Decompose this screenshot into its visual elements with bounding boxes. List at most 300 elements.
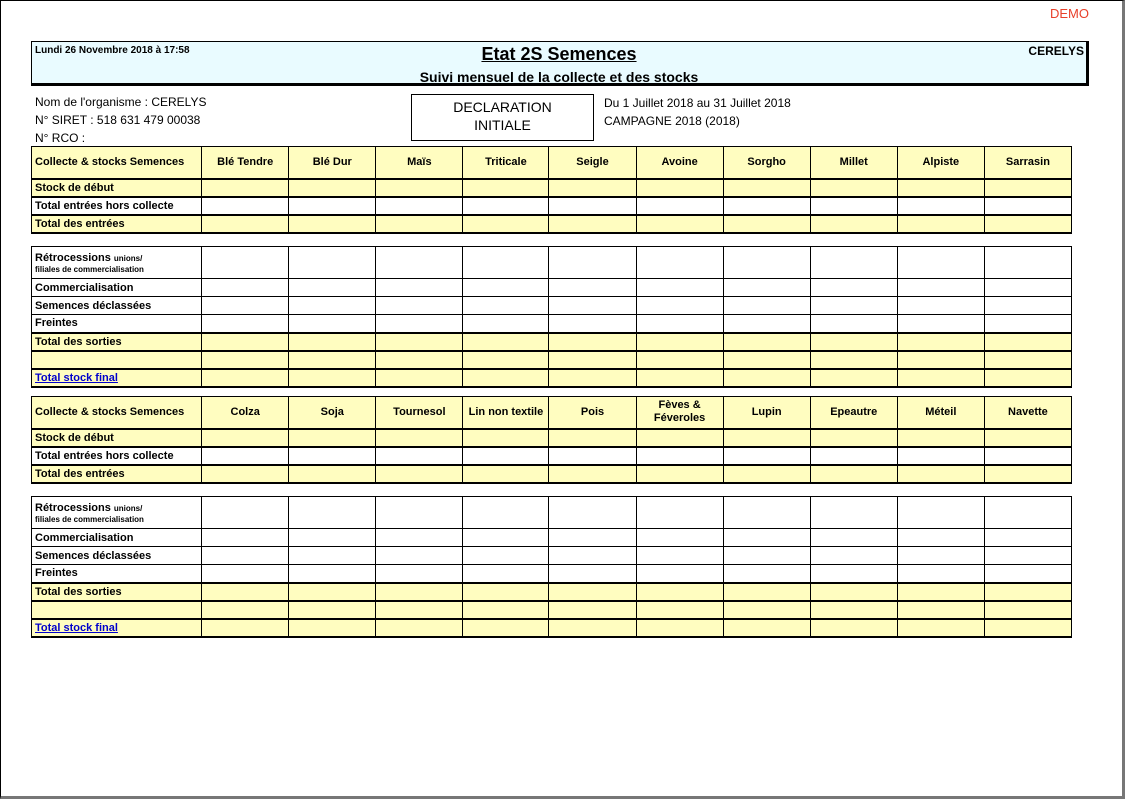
table-cell bbox=[202, 315, 289, 333]
table-cell bbox=[810, 215, 897, 233]
table-cell bbox=[636, 351, 723, 369]
table-cell bbox=[723, 601, 810, 619]
table-cell bbox=[202, 601, 289, 619]
table-cell bbox=[636, 565, 723, 583]
table-cell bbox=[202, 215, 289, 233]
table-cell bbox=[984, 279, 1071, 297]
table-cell bbox=[810, 547, 897, 565]
row-entrees-hors-collecte bbox=[32, 447, 1072, 465]
table-cell bbox=[897, 197, 984, 215]
table-cell bbox=[897, 497, 984, 529]
row-total-sorties bbox=[32, 333, 1072, 351]
table-cell bbox=[636, 197, 723, 215]
table-cell bbox=[202, 297, 289, 315]
table-cell bbox=[984, 369, 1071, 387]
row-total-stock-final bbox=[32, 619, 1072, 637]
table-cell bbox=[636, 315, 723, 333]
retro-main-label: Rétrocessions bbox=[35, 251, 114, 264]
table-cell bbox=[289, 619, 376, 637]
table-cell bbox=[636, 279, 723, 297]
row-commercialisation-text: Commercialisation bbox=[35, 281, 134, 294]
table-cell bbox=[549, 529, 636, 547]
row-commercialisation-label bbox=[32, 279, 202, 297]
row-blank bbox=[32, 351, 1072, 369]
table-cell bbox=[376, 465, 463, 483]
row-stock-debut bbox=[32, 179, 1072, 197]
table-cell bbox=[723, 333, 810, 351]
table-cell bbox=[463, 333, 549, 351]
header-row-text: Collecte & stocks Semences bbox=[35, 156, 185, 169]
table-cell bbox=[897, 351, 984, 369]
table-cell bbox=[463, 565, 549, 583]
row-stock-debut bbox=[32, 429, 1072, 447]
crop-header: Millet bbox=[810, 147, 897, 179]
row-blank-label bbox=[32, 601, 202, 619]
table-cell bbox=[463, 547, 549, 565]
table-cell bbox=[202, 465, 289, 483]
table-cell bbox=[723, 315, 810, 333]
table-cell bbox=[376, 565, 463, 583]
table-cell bbox=[463, 279, 549, 297]
row-entrees-hors-collecte-label bbox=[32, 197, 202, 215]
row-total-stock-final-text[interactable]: Total stock final bbox=[35, 371, 118, 384]
table-cell bbox=[636, 619, 723, 637]
row-total-entrees bbox=[32, 465, 1072, 483]
table-cell bbox=[984, 197, 1071, 215]
row-total-entrees-label bbox=[32, 465, 202, 483]
spacer-cell bbox=[32, 233, 1072, 247]
table-cell bbox=[463, 215, 549, 233]
retro-main-label: Rétrocessions bbox=[35, 501, 114, 514]
table-cell bbox=[463, 619, 549, 637]
row-total-sorties-text: Total des sorties bbox=[35, 335, 122, 348]
table-cell bbox=[376, 179, 463, 197]
siret-number: N° SIRET : 518 631 479 00038 bbox=[35, 113, 201, 127]
table-cell bbox=[202, 583, 289, 601]
crop-header: Lupin bbox=[723, 397, 810, 429]
table-cell bbox=[376, 429, 463, 447]
table-cell bbox=[723, 465, 810, 483]
table-cell bbox=[897, 547, 984, 565]
row-retrocessions bbox=[32, 247, 1072, 279]
row-commercialisation-label bbox=[32, 529, 202, 547]
table-cell bbox=[376, 447, 463, 465]
table-cell bbox=[810, 351, 897, 369]
table-cell bbox=[897, 369, 984, 387]
table-cell bbox=[376, 369, 463, 387]
table-cell bbox=[376, 279, 463, 297]
table-cell bbox=[723, 619, 810, 637]
row-total-entrees bbox=[32, 215, 1072, 233]
declaration-line1: DECLARATION bbox=[453, 99, 552, 115]
table-cell bbox=[723, 369, 810, 387]
table-cell bbox=[810, 619, 897, 637]
table-cell bbox=[376, 215, 463, 233]
row-semences-declassees-label bbox=[32, 297, 202, 315]
declaration-box bbox=[411, 94, 594, 141]
table-cell bbox=[289, 497, 376, 529]
table-cell bbox=[897, 465, 984, 483]
row-total-sorties-label bbox=[32, 333, 202, 351]
table-cell bbox=[723, 583, 810, 601]
table-cell bbox=[549, 351, 636, 369]
table-cell bbox=[897, 315, 984, 333]
retro-small-label1: unions/ bbox=[113, 253, 143, 263]
table-cell bbox=[289, 197, 376, 215]
table-cell bbox=[636, 497, 723, 529]
table-cell bbox=[289, 215, 376, 233]
row-retrocessions-label bbox=[32, 497, 202, 529]
table-cell bbox=[463, 315, 549, 333]
table-cell bbox=[376, 351, 463, 369]
table-cell bbox=[636, 179, 723, 197]
table-cell bbox=[463, 369, 549, 387]
table-cell bbox=[549, 547, 636, 565]
table-cell bbox=[376, 619, 463, 637]
row-blank bbox=[32, 601, 1072, 619]
row-freintes-text: Freintes bbox=[35, 317, 78, 330]
table-cell bbox=[202, 429, 289, 447]
row-entrees-hors-collecte-text: Total entrées hors collecte bbox=[35, 199, 174, 212]
row-entrees-hors-collecte-label bbox=[32, 447, 202, 465]
table-cell bbox=[549, 215, 636, 233]
crop-header: Colza bbox=[202, 397, 289, 429]
table-cell bbox=[810, 279, 897, 297]
table-cell bbox=[810, 565, 897, 583]
table-cell bbox=[289, 429, 376, 447]
table-cell bbox=[549, 197, 636, 215]
table-cell bbox=[202, 529, 289, 547]
crop-header: Lin non textile bbox=[463, 397, 549, 429]
table-cell bbox=[549, 247, 636, 279]
table-cell bbox=[289, 529, 376, 547]
table-cell bbox=[897, 529, 984, 547]
table-cell bbox=[984, 215, 1071, 233]
table-cell bbox=[376, 601, 463, 619]
retro-small-label2: filiales de commercialisation bbox=[35, 514, 144, 524]
table-cell bbox=[549, 565, 636, 583]
crop-header: Avoine bbox=[636, 147, 723, 179]
table-cell bbox=[376, 297, 463, 315]
table-cell bbox=[376, 497, 463, 529]
table-cell bbox=[549, 447, 636, 465]
table-cell bbox=[549, 583, 636, 601]
table-cell bbox=[810, 197, 897, 215]
crop-header: Maïs bbox=[376, 147, 463, 179]
table-cell bbox=[984, 619, 1071, 637]
row-blank-label bbox=[32, 351, 202, 369]
table-cell bbox=[810, 429, 897, 447]
table-cell bbox=[810, 333, 897, 351]
row-freintes-text: Freintes bbox=[35, 567, 78, 580]
table-cell bbox=[463, 529, 549, 547]
crop-header: Epeautre bbox=[810, 397, 897, 429]
row-total-sorties bbox=[32, 583, 1072, 601]
crop-header: Triticale bbox=[463, 147, 549, 179]
table-cell bbox=[463, 247, 549, 279]
table-cell bbox=[984, 429, 1071, 447]
table-cell bbox=[810, 583, 897, 601]
row-stock-debut-label bbox=[32, 179, 202, 197]
table-cell bbox=[463, 447, 549, 465]
table-cell bbox=[289, 465, 376, 483]
report-date: Lundi 26 Novembre 2018 à 17:58 bbox=[35, 45, 190, 56]
table-cell bbox=[289, 601, 376, 619]
header-row-text: Collecte & stocks Semences bbox=[35, 406, 185, 419]
table-cell bbox=[636, 447, 723, 465]
table-cell bbox=[463, 497, 549, 529]
table-cell bbox=[549, 279, 636, 297]
row-semences-declassees-label bbox=[32, 547, 202, 565]
table-cell bbox=[202, 351, 289, 369]
row-freintes bbox=[32, 315, 1072, 333]
spacer-row bbox=[32, 233, 1072, 247]
table-cell bbox=[202, 447, 289, 465]
table-cell bbox=[376, 247, 463, 279]
table-cell bbox=[289, 179, 376, 197]
crop-header: Sorgho bbox=[723, 147, 810, 179]
crop-header: Sarrasin bbox=[984, 147, 1071, 179]
row-commercialisation bbox=[32, 529, 1072, 547]
declaration-line2: INITIALE bbox=[474, 117, 531, 133]
row-freintes-label bbox=[32, 565, 202, 583]
table-cell bbox=[463, 197, 549, 215]
table-cell bbox=[723, 279, 810, 297]
table-cell bbox=[723, 247, 810, 279]
table-cell bbox=[984, 247, 1071, 279]
table-cell bbox=[549, 619, 636, 637]
retro-small-label2: filiales de commercialisation bbox=[35, 264, 144, 274]
crop-header: Fèves & Féveroles bbox=[636, 397, 723, 429]
row-stock-debut-label bbox=[32, 429, 202, 447]
table-cell bbox=[810, 465, 897, 483]
table-cell bbox=[636, 215, 723, 233]
table-cell bbox=[289, 333, 376, 351]
table-cell bbox=[376, 197, 463, 215]
table-cell bbox=[897, 247, 984, 279]
row-stock-debut-text: Stock de début bbox=[35, 431, 114, 444]
table-cell bbox=[984, 447, 1071, 465]
table-cell bbox=[984, 179, 1071, 197]
row-retrocessions-label bbox=[32, 247, 202, 279]
report-header bbox=[31, 41, 1089, 86]
table-cell bbox=[636, 529, 723, 547]
table-cell bbox=[984, 497, 1071, 529]
table-cell bbox=[636, 429, 723, 447]
row-total-stock-final-label[interactable] bbox=[32, 619, 202, 637]
table-cell bbox=[984, 565, 1071, 583]
table-cell bbox=[463, 179, 549, 197]
table-cell bbox=[984, 601, 1071, 619]
table-cell bbox=[984, 333, 1071, 351]
rco-number: N° RCO : bbox=[35, 131, 86, 145]
table-cell bbox=[376, 547, 463, 565]
row-semences-declassees bbox=[32, 547, 1072, 565]
table-cell bbox=[897, 297, 984, 315]
table-cell bbox=[897, 447, 984, 465]
table-cell bbox=[376, 529, 463, 547]
row-total-stock-final bbox=[32, 369, 1072, 387]
row-semences-declassees-text: Semences déclassées bbox=[35, 299, 152, 312]
header-row-label bbox=[32, 397, 202, 429]
table-cell bbox=[549, 429, 636, 447]
table-cell bbox=[549, 333, 636, 351]
row-freintes bbox=[32, 565, 1072, 583]
table-cell bbox=[289, 247, 376, 279]
table-cell bbox=[202, 197, 289, 215]
table-cell bbox=[723, 565, 810, 583]
table-cell bbox=[376, 315, 463, 333]
row-total-stock-final-text[interactable]: Total stock final bbox=[35, 621, 118, 634]
retro-small-label1: unions/ bbox=[113, 503, 143, 513]
row-commercialisation bbox=[32, 279, 1072, 297]
table-cell bbox=[636, 247, 723, 279]
row-semences-declassees-text: Semences déclassées bbox=[35, 549, 152, 562]
spacer-cell bbox=[32, 483, 1072, 497]
table-cell bbox=[984, 529, 1071, 547]
table-cell bbox=[289, 583, 376, 601]
crop-header: Soja bbox=[289, 397, 376, 429]
table-cell bbox=[549, 465, 636, 483]
table-cell bbox=[897, 429, 984, 447]
table-cell bbox=[289, 279, 376, 297]
report-organisation: CERELYS bbox=[1028, 44, 1084, 58]
table-cell bbox=[202, 179, 289, 197]
table-cell bbox=[202, 565, 289, 583]
table-cell bbox=[289, 351, 376, 369]
table-cell bbox=[549, 297, 636, 315]
table-cell bbox=[810, 447, 897, 465]
table-cell bbox=[723, 215, 810, 233]
table-cell bbox=[984, 351, 1071, 369]
row-freintes-label bbox=[32, 315, 202, 333]
row-total-sorties-text: Total des sorties bbox=[35, 585, 122, 598]
table-cell bbox=[810, 297, 897, 315]
table-cell bbox=[376, 333, 463, 351]
row-stock-debut-text: Stock de début bbox=[35, 181, 114, 194]
table-cell bbox=[289, 565, 376, 583]
table-cell bbox=[549, 601, 636, 619]
table-cell bbox=[897, 601, 984, 619]
table-cell bbox=[984, 465, 1071, 483]
spacer-row bbox=[32, 483, 1072, 497]
table-cell bbox=[723, 429, 810, 447]
table-cell bbox=[810, 247, 897, 279]
table-cell bbox=[463, 465, 549, 483]
table-cell bbox=[984, 547, 1071, 565]
crop-header: Blé Dur bbox=[289, 147, 376, 179]
table-cell bbox=[289, 547, 376, 565]
table-cell bbox=[463, 429, 549, 447]
table-cell bbox=[723, 297, 810, 315]
table-cell bbox=[636, 465, 723, 483]
table-cell bbox=[984, 583, 1071, 601]
table-cell bbox=[984, 297, 1071, 315]
table-cell bbox=[549, 179, 636, 197]
row-total-sorties-label bbox=[32, 583, 202, 601]
table-cell bbox=[897, 333, 984, 351]
row-entrees-hors-collecte-text: Total entrées hors collecte bbox=[35, 449, 174, 462]
row-total-stock-final-label[interactable] bbox=[32, 369, 202, 387]
stock-table-cereals bbox=[31, 146, 1072, 388]
table-cell bbox=[810, 179, 897, 197]
table-cell bbox=[810, 529, 897, 547]
report-subtitle: Suivi mensuel de la collecte et des stocks bbox=[419, 69, 699, 85]
table-cell bbox=[723, 351, 810, 369]
table-cell bbox=[897, 619, 984, 637]
crop-header: Tournesol bbox=[376, 397, 463, 429]
table-cell bbox=[723, 447, 810, 465]
row-total-entrees-text: Total des entrées bbox=[35, 467, 125, 480]
table-cell bbox=[636, 297, 723, 315]
table-cell bbox=[636, 601, 723, 619]
table-cell bbox=[636, 547, 723, 565]
header-row bbox=[32, 147, 1072, 179]
crop-header: Seigle bbox=[549, 147, 636, 179]
table-cell bbox=[549, 497, 636, 529]
table-cell bbox=[289, 447, 376, 465]
table-cell bbox=[202, 547, 289, 565]
row-semences-declassees bbox=[32, 297, 1072, 315]
demo-label: DEMO bbox=[1050, 6, 1089, 21]
crop-header: Alpiste bbox=[897, 147, 984, 179]
crop-header: Pois bbox=[549, 397, 636, 429]
table-cell bbox=[810, 497, 897, 529]
row-total-entrees-text: Total des entrées bbox=[35, 217, 125, 230]
row-retrocessions bbox=[32, 497, 1072, 529]
table-cell bbox=[463, 351, 549, 369]
table-cell bbox=[202, 619, 289, 637]
campagne: CAMPAGNE 2018 (2018) bbox=[604, 114, 740, 128]
table-cell bbox=[202, 247, 289, 279]
report-title: Etat 2S Semences bbox=[481, 44, 637, 64]
table-cell bbox=[202, 369, 289, 387]
table-cell bbox=[463, 297, 549, 315]
table-cell bbox=[984, 315, 1071, 333]
table-cell bbox=[463, 583, 549, 601]
table-cell bbox=[289, 369, 376, 387]
header-row bbox=[32, 397, 1072, 429]
table-cell bbox=[723, 547, 810, 565]
table-cell bbox=[289, 315, 376, 333]
table-cell bbox=[897, 583, 984, 601]
table-cell bbox=[549, 369, 636, 387]
table-cell bbox=[376, 583, 463, 601]
table-cell bbox=[897, 179, 984, 197]
table-cell bbox=[549, 315, 636, 333]
crop-header: Navette bbox=[984, 397, 1071, 429]
table-cell bbox=[897, 279, 984, 297]
table-cell bbox=[202, 497, 289, 529]
header-row-label bbox=[32, 147, 202, 179]
table-cell bbox=[723, 529, 810, 547]
table-cell bbox=[463, 601, 549, 619]
crop-header: Blé Tendre bbox=[202, 147, 289, 179]
table-cell bbox=[636, 583, 723, 601]
table-cell bbox=[202, 279, 289, 297]
table-cell bbox=[723, 179, 810, 197]
table-cell bbox=[897, 565, 984, 583]
crop-header: Méteil bbox=[897, 397, 984, 429]
row-commercialisation-text: Commercialisation bbox=[35, 531, 134, 544]
organisme-name: Nom de l'organisme : CERELYS bbox=[35, 95, 207, 109]
table-cell bbox=[810, 315, 897, 333]
stock-table-oleaginous bbox=[31, 396, 1072, 638]
table-cell bbox=[723, 497, 810, 529]
table-cell bbox=[636, 369, 723, 387]
period: Du 1 Juillet 2018 au 31 Juillet 2018 bbox=[604, 96, 791, 110]
table-cell bbox=[810, 369, 897, 387]
